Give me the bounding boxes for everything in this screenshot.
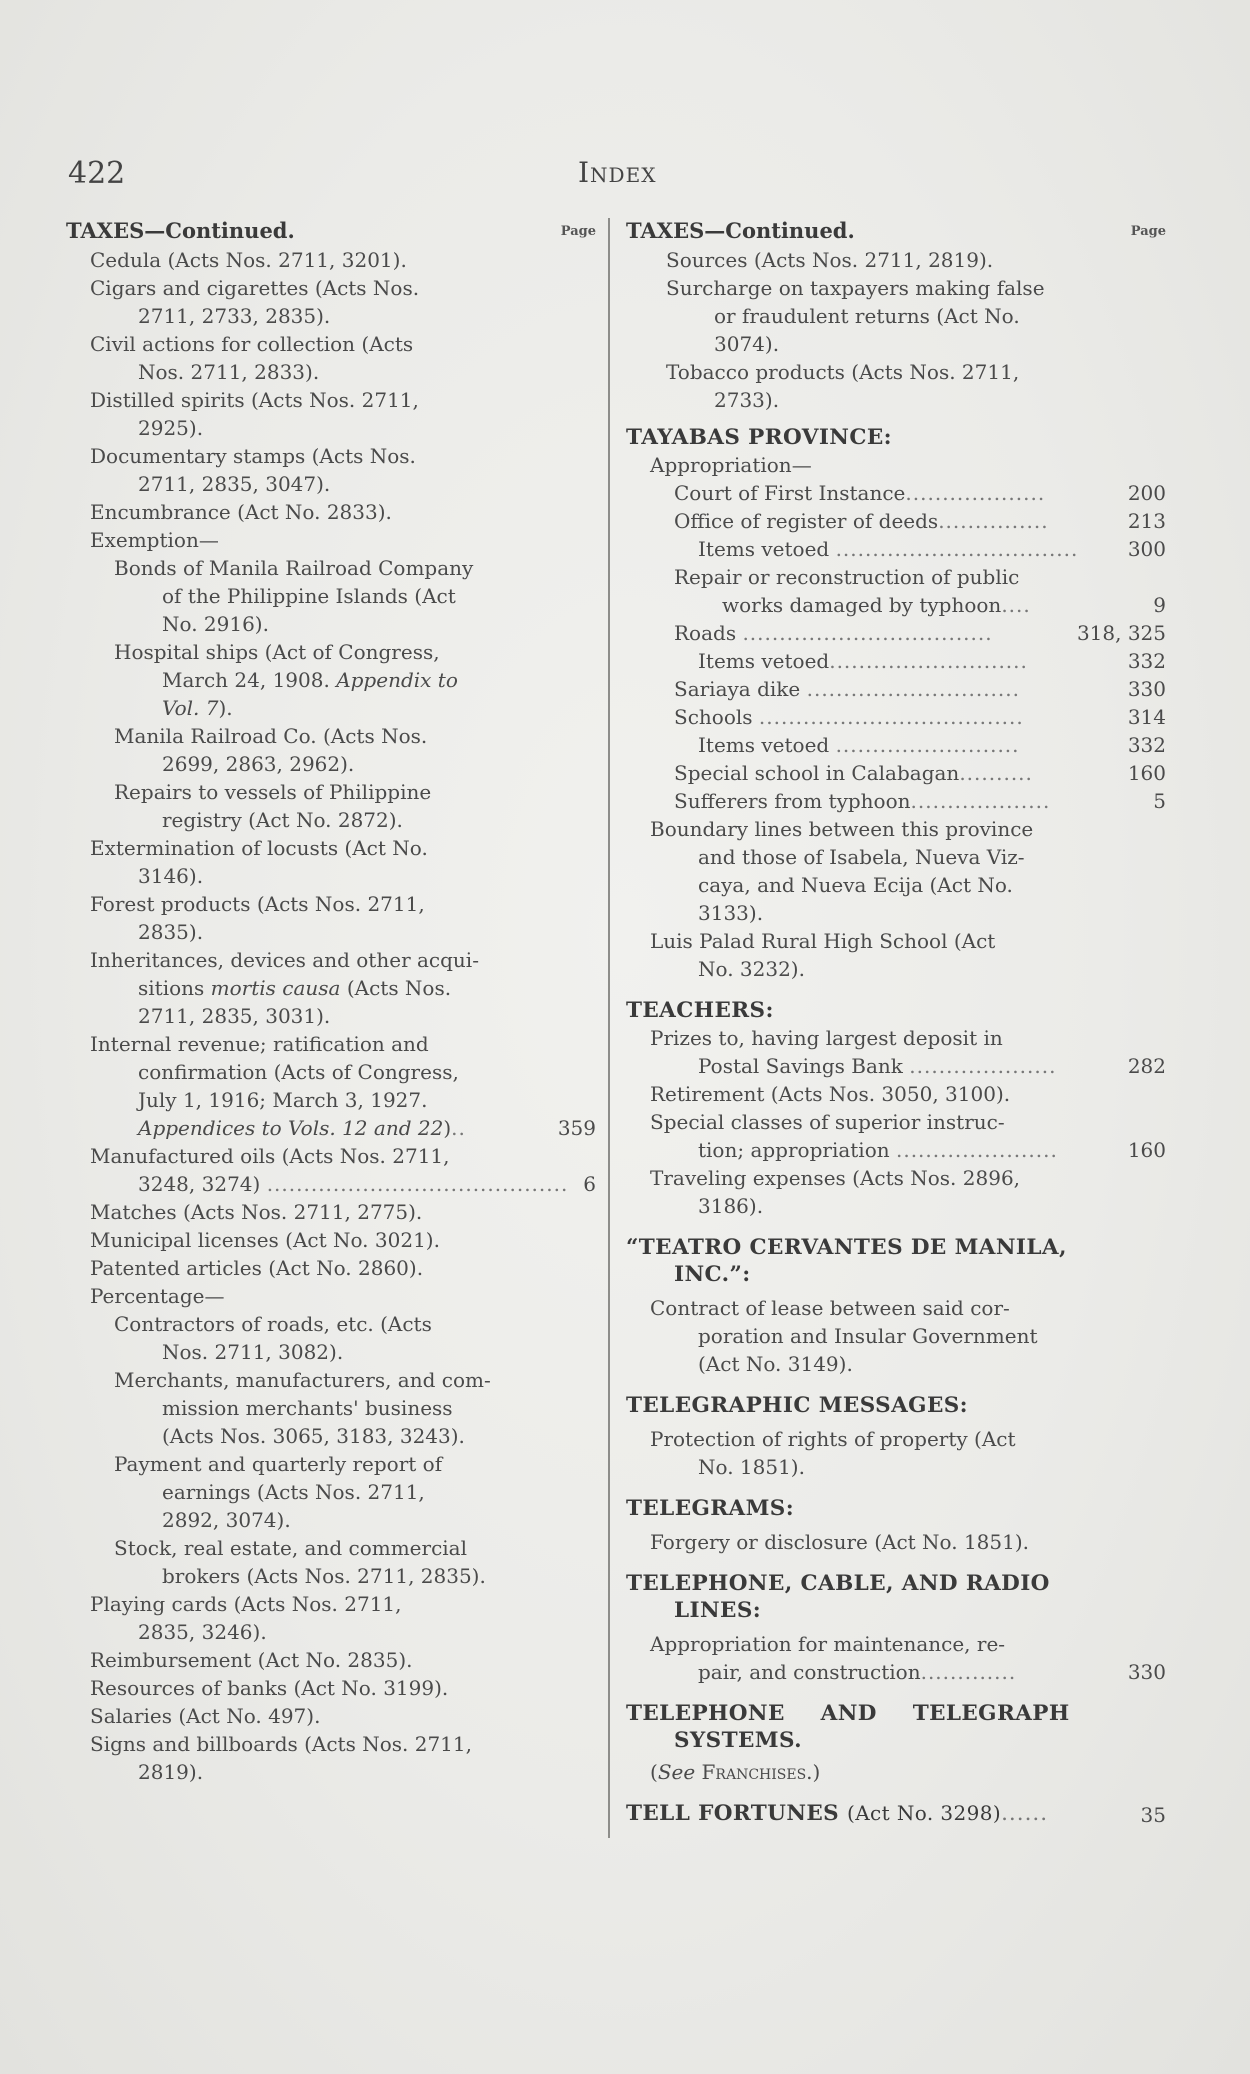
- heading-text: TAYABAS PROVINCE:: [626, 425, 892, 450]
- entry-text: 3186).: [698, 1194, 764, 1218]
- index-entry: [66, 1254, 596, 1282]
- entry-text: Postal Savings Bank ....................: [698, 1054, 1057, 1078]
- entry-text: Matches (Acts Nos. 2711, 2775).: [90, 1200, 423, 1224]
- index-entry: [626, 1108, 1166, 1164]
- entry-text: 2699, 2863, 2962).: [162, 752, 355, 776]
- entry-text: Forgery or disclosure (Act No. 1851).: [650, 1530, 1030, 1554]
- index-subentry: [626, 675, 1166, 703]
- entry-text: Extermination of locusts (Act No.: [90, 836, 428, 860]
- index-entry: [66, 1282, 596, 1310]
- index-subentry: [626, 647, 1166, 675]
- entry-text: (Act No. 3149).: [698, 1352, 853, 1376]
- entry-text: Forest products (Acts Nos. 2711,: [90, 892, 425, 916]
- index-subentry: [626, 759, 1166, 787]
- index-entry: [66, 1590, 596, 1646]
- index-subentry: [626, 787, 1166, 815]
- index-subentry: [626, 619, 1166, 647]
- entry-text: 2711, 2733, 2835).: [138, 304, 331, 328]
- heading-text: TELEPHONE, CABLE, AND RADIO: [626, 1571, 1050, 1596]
- index-subentry: [626, 479, 1166, 507]
- page-reference: 282: [1127, 1054, 1166, 1078]
- right-column: [626, 216, 1166, 1827]
- index-entry: [626, 1080, 1166, 1108]
- entry-text: Nos. 2711, 3082).: [162, 1340, 344, 1364]
- entry-text: Repairs to vessels of Philippine: [114, 780, 432, 804]
- entry-text: Retirement (Acts Nos. 3050, 3100).: [650, 1082, 1011, 1106]
- index-subentry: [66, 722, 596, 778]
- left-column: [66, 216, 596, 1786]
- page-reference: 160: [1127, 1138, 1166, 1162]
- entry-text: pair, and construction.............: [698, 1660, 1017, 1684]
- page-reference: 160: [1127, 761, 1166, 785]
- index-subentry: [626, 507, 1166, 535]
- entry-text: sitions mortis causa (Acts Nos.: [138, 976, 452, 1000]
- index-heading: [626, 1700, 1166, 1754]
- index-subentry: [626, 731, 1166, 759]
- index-entry: [626, 274, 1166, 358]
- entry-text: Items vetoed .........................: [698, 733, 1020, 757]
- entry-text: brokers (Acts Nos. 2711, 2835).: [162, 1564, 486, 1588]
- index-heading: [626, 1800, 1166, 1827]
- page-reference: 332: [1127, 733, 1166, 757]
- entry-text: Boundary lines between this province: [650, 817, 1034, 841]
- continued-heading: TAXES—Continued.: [66, 218, 295, 243]
- column-header: [626, 216, 1166, 246]
- entry-text: Internal revenue; ratification and: [90, 1032, 429, 1056]
- index-entry: [66, 330, 596, 386]
- entry-text: earnings (Acts Nos. 2711,: [162, 1480, 425, 1504]
- entry-text: Prizes to, having largest deposit in: [650, 1026, 1003, 1050]
- heading-text: TELL FORTUNES (Act No. 3298)......: [626, 1801, 1049, 1826]
- index-subentry: [66, 1534, 596, 1590]
- entry-text: 2819).: [138, 1760, 204, 1784]
- entry-text: 2892, 3074).: [162, 1508, 291, 1532]
- index-entry: [66, 386, 596, 442]
- entry-text: 2711, 2835, 3047).: [138, 472, 331, 496]
- heading-text: TELEPHONE AND TELEGRAPH: [626, 1701, 1070, 1726]
- page-number: 422: [68, 156, 126, 191]
- entry-text: Inheritances, devices and other acqui-: [90, 948, 479, 972]
- entry-text: Salaries (Act No. 497).: [90, 1704, 321, 1728]
- entry-text: Reimbursement (Act No. 2835).: [90, 1648, 413, 1672]
- column-divider: [608, 218, 610, 1838]
- entry-text: or fraudulent returns (Act No.: [714, 304, 1020, 328]
- continued-heading: TAXES—Continued.: [626, 218, 855, 243]
- index-entry: [66, 442, 596, 498]
- entry-text: Special school in Calabagan..........: [674, 761, 1033, 785]
- index-cross-reference: [626, 1758, 1166, 1786]
- index-entry: [66, 1226, 596, 1254]
- index-heading: [626, 1495, 1166, 1522]
- heading-text: SYSTEMS.: [674, 1728, 803, 1753]
- entry-text: 2733).: [714, 388, 780, 412]
- entry-text: Items vetoed...........................: [698, 649, 1028, 673]
- entry-text: (See Franchises.): [650, 1760, 821, 1784]
- entry-text: Schools ....................................: [674, 705, 1024, 729]
- entry-text: of the Philippine Islands (Act: [162, 584, 456, 608]
- page-reference: 318, 325: [1076, 621, 1166, 645]
- entry-text: Appendices to Vols. 12 and 22)..: [138, 1116, 466, 1140]
- entry-text: (Acts Nos. 3065, 3183, 3243).: [162, 1424, 465, 1448]
- index-heading: [626, 997, 1166, 1024]
- entry-text: No. 2916).: [162, 612, 269, 636]
- entry-text: Roads ..................................: [674, 621, 993, 645]
- entry-text: Contract of lease between said cor-: [650, 1296, 1010, 1320]
- entry-text: Manila Railroad Co. (Acts Nos.: [114, 724, 428, 748]
- page-reference: 300: [1127, 537, 1166, 561]
- page-reference: 213: [1127, 509, 1166, 533]
- index-entry: [626, 451, 1166, 479]
- entry-text: Cedula (Acts Nos. 2711, 3201).: [90, 248, 407, 272]
- column-header: [66, 216, 596, 246]
- entry-text: and those of Isabela, Nueva Viz-: [698, 845, 1025, 869]
- entry-text: Bonds of Manila Railroad Company: [114, 556, 474, 580]
- entry-text: mission merchants' business: [162, 1396, 453, 1420]
- entry-text: Documentary stamps (Acts Nos.: [90, 444, 416, 468]
- entry-text: Sufferers from typhoon...................: [674, 789, 1051, 813]
- page-reference: 359: [557, 1116, 596, 1140]
- index-entry: [626, 358, 1166, 414]
- index-entry: [66, 890, 596, 946]
- index-entry: [626, 1164, 1166, 1220]
- index-entry: [66, 274, 596, 330]
- index-heading: [626, 424, 1166, 451]
- heading-text: INC.”:: [674, 1262, 751, 1287]
- page-reference: 35: [1140, 1803, 1166, 1827]
- entry-text: Items vetoed .................................: [698, 537, 1079, 561]
- entry-text: Percentage—: [90, 1284, 225, 1308]
- entry-text: Appropriation for maintenance, re-: [650, 1632, 1006, 1656]
- page-reference: 9: [1153, 593, 1166, 617]
- page-reference: 5: [1153, 789, 1166, 813]
- entry-text: Contractors of roads, etc. (Acts: [114, 1312, 432, 1336]
- entry-text: Merchants, manufacturers, and com-: [114, 1368, 491, 1392]
- entry-text: 3146).: [138, 864, 204, 888]
- index-subentry: [66, 1310, 596, 1366]
- entry-text: Signs and billboards (Acts Nos. 2711,: [90, 1732, 472, 1756]
- index-heading: [626, 1234, 1166, 1288]
- entry-text: No. 3232).: [698, 957, 805, 981]
- index-entry: [626, 815, 1166, 927]
- entry-text: Court of First Instance...................: [674, 481, 1046, 505]
- index-subentry: [66, 554, 596, 638]
- heading-text: TELEGRAPHIC MESSAGES:: [626, 1393, 968, 1418]
- index-entry: [626, 1630, 1166, 1686]
- index-entry: [626, 1528, 1166, 1556]
- entry-text: Tobacco products (Acts Nos. 2711,: [666, 360, 1020, 384]
- entry-text: 3133).: [698, 901, 764, 925]
- entry-text: 2835, 3246).: [138, 1620, 267, 1644]
- index-entry: [626, 1024, 1166, 1080]
- entry-text: caya, and Nueva Ecija (Act No.: [698, 873, 1013, 897]
- entry-text: poration and Insular Government: [698, 1324, 1038, 1348]
- entry-text: Hospital ships (Act of Congress,: [114, 640, 440, 664]
- entry-text: Playing cards (Acts Nos. 2711,: [90, 1592, 402, 1616]
- entry-text: confirmation (Acts of Congress,: [138, 1060, 459, 1084]
- heading-text: “TEATRO CERVANTES DE MANILA,: [626, 1235, 1067, 1260]
- index-entry: [626, 1294, 1166, 1378]
- index-subentry: [626, 535, 1166, 563]
- entry-text: March 24, 1908. Appendix to: [162, 668, 458, 692]
- entry-text: Stock, real estate, and commercial: [114, 1536, 467, 1560]
- page-reference: 314: [1127, 705, 1166, 729]
- entry-text: Cigars and cigarettes (Acts Nos.: [90, 276, 420, 300]
- index-entry: [66, 1646, 596, 1674]
- index-entry: [66, 1730, 596, 1786]
- running-title: Index: [578, 156, 657, 189]
- entry-text: Appropriation—: [650, 453, 812, 477]
- page-reference: 6: [583, 1172, 596, 1196]
- entry-text: Special classes of superior instruc-: [650, 1110, 1005, 1134]
- entry-text: Sariaya dike .............................: [674, 677, 1020, 701]
- index-entry: [66, 834, 596, 890]
- entry-text: 2711, 2835, 3031).: [138, 1004, 331, 1028]
- entry-text: Civil actions for collection (Acts: [90, 332, 414, 356]
- entry-text: 2925).: [138, 416, 204, 440]
- index-heading: [626, 1570, 1166, 1624]
- index-entry: [66, 1702, 596, 1730]
- page-reference: 330: [1127, 677, 1166, 701]
- entry-text: 3248, 3274) .........................................: [138, 1172, 569, 1196]
- entry-text: 2835).: [138, 920, 204, 944]
- page-reference: 330: [1127, 1660, 1166, 1684]
- index-entry: [66, 946, 596, 1030]
- index-entry: [66, 1198, 596, 1226]
- page-reference: 332: [1127, 649, 1166, 673]
- index-entry: [626, 246, 1166, 274]
- entry-text: Resources of banks (Act No. 3199).: [90, 1676, 449, 1700]
- index-entry: [66, 1674, 596, 1702]
- entry-text: Protection of rights of property (Act: [650, 1427, 1016, 1451]
- index-heading: [626, 1392, 1166, 1419]
- entry-text: Distilled spirits (Acts Nos. 2711,: [90, 388, 419, 412]
- entry-text: Office of register of deeds...............: [674, 509, 1049, 533]
- entry-text: July 1, 1916; March 3, 1927.: [138, 1088, 428, 1112]
- index-subentry: [626, 703, 1166, 731]
- index-subentry: [66, 1366, 596, 1450]
- entry-text: Encumbrance (Act No. 2833).: [90, 500, 392, 524]
- entry-text: Repair or reconstruction of public: [674, 565, 1020, 589]
- entry-text: Sources (Acts Nos. 2711, 2819).: [666, 248, 994, 272]
- index-entry: [626, 1425, 1166, 1481]
- entry-text: Municipal licenses (Act No. 3021).: [90, 1228, 440, 1252]
- heading-text: LINES:: [674, 1598, 762, 1623]
- entry-text: Nos. 2711, 2833).: [138, 360, 320, 384]
- entry-text: registry (Act No. 2872).: [162, 808, 403, 832]
- entry-text: Vol. 7).: [162, 696, 233, 720]
- entry-text: works damaged by typhoon....: [722, 593, 1031, 617]
- index-subentry: [66, 1450, 596, 1534]
- index-entry: [66, 1030, 596, 1142]
- entry-text: Manufactured oils (Acts Nos. 2711,: [90, 1144, 450, 1168]
- entry-text: tion; appropriation ......................: [698, 1138, 1058, 1162]
- index-entry: [66, 246, 596, 274]
- entry-text: Patented articles (Act No. 2860).: [90, 1256, 424, 1280]
- heading-text: TEACHERS:: [626, 998, 774, 1023]
- entry-text: Surcharge on taxpayers making false: [666, 276, 1045, 300]
- index-subentry: [66, 778, 596, 834]
- entry-text: Payment and quarterly report of: [114, 1452, 443, 1476]
- entry-text: No. 1851).: [698, 1455, 805, 1479]
- entry-text: Traveling expenses (Acts Nos. 2896,: [650, 1166, 1021, 1190]
- index-entry: [66, 498, 596, 526]
- entry-text: Exemption—: [90, 528, 219, 552]
- page-column-label: Page: [560, 224, 596, 239]
- index-entry: [66, 526, 596, 554]
- index-entry: [626, 927, 1166, 983]
- index-entry: [66, 1142, 596, 1198]
- heading-text: TELEGRAMS:: [626, 1496, 795, 1521]
- entry-text: 3074).: [714, 332, 780, 356]
- index-subentry: [66, 638, 596, 722]
- index-subentry: [626, 563, 1166, 619]
- page-column-label: Page: [1130, 224, 1166, 239]
- page-reference: 200: [1127, 481, 1166, 505]
- entry-text: Luis Palad Rural High School (Act: [650, 929, 996, 953]
